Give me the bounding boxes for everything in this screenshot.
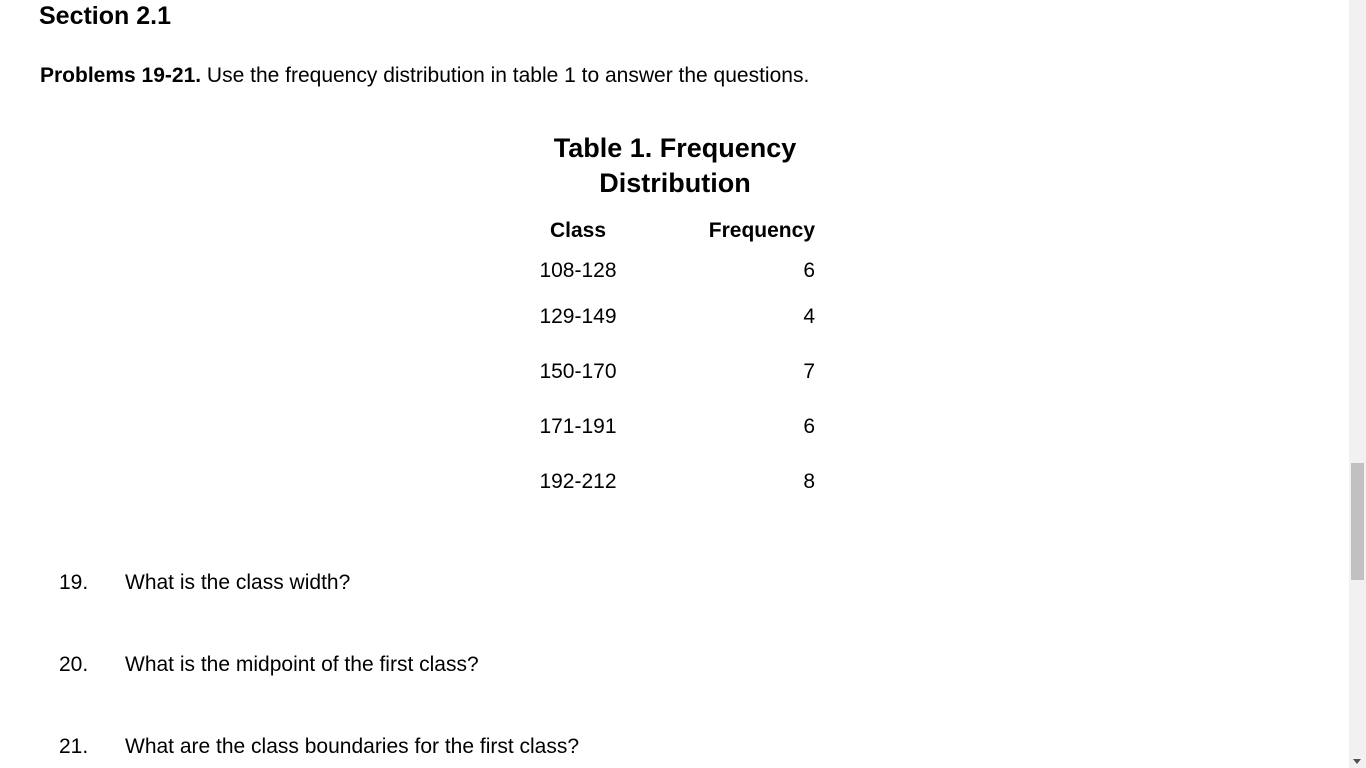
question-21 [59,735,579,759]
table-row [535,296,815,351]
question-number: 21. [59,735,89,758]
question-text: What are the class boundaries for the first class? [125,735,580,758]
header-frequency: Frequency [708,219,815,242]
question-number: 19. [59,571,89,594]
section-title: Section 2.1 [39,2,171,30]
cell-class: 150-170 [539,360,617,383]
cell-frequency: 6 [803,259,815,282]
vertical-scrollbar[interactable] [1349,0,1366,768]
table-row [535,250,815,296]
question-number: 20. [59,653,89,676]
scrollbar-thumb[interactable] [1351,463,1364,580]
problems-intro [40,64,809,88]
cell-frequency: 7 [803,360,815,383]
question-19 [59,571,350,595]
cell-class: 171-191 [539,415,617,438]
table-header-row [535,212,815,250]
cell-class: 129-149 [539,305,617,328]
cell-class: 192-212 [539,470,617,493]
question-text: What is the class width? [125,571,351,594]
question-20 [59,653,479,677]
scroll-down-arrow-icon[interactable] [1353,759,1361,764]
table-row [535,351,815,406]
cell-class: 108-128 [539,259,617,282]
header-class: Class [549,219,607,242]
frequency-table [535,212,815,516]
table-row [535,406,815,461]
cell-frequency: 8 [803,470,815,493]
table-title: Table 1. Frequency Distribution [553,133,797,198]
cell-frequency: 4 [803,305,815,328]
problems-instructions: Use the frequency distribution in table 1 to answer the questions. [201,64,810,87]
problems-label: Problems 19-21. [40,64,202,87]
question-text: What is the midpoint of the first class? [125,653,479,676]
cell-frequency: 6 [803,415,815,438]
table-row [535,461,815,516]
